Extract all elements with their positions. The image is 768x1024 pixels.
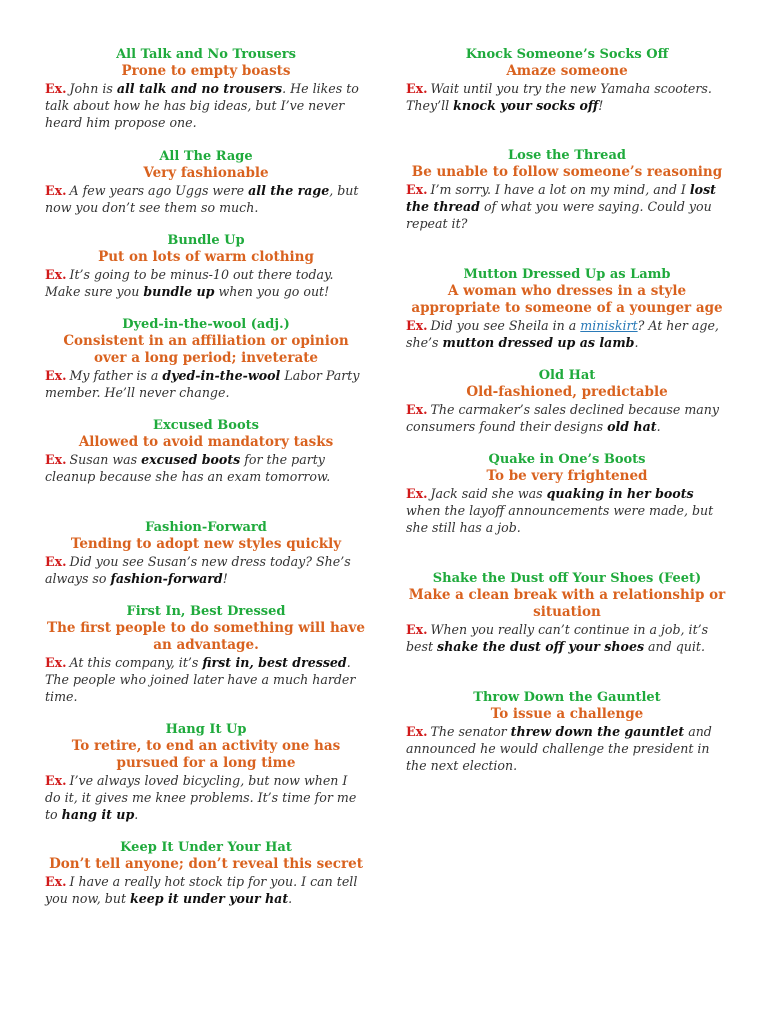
example-text: , but now you don’t see them so much. (45, 183, 359, 215)
idiom-highlight: quaking in her boots (546, 486, 694, 501)
idiom-entry (45, 417, 367, 485)
idiom-entry (406, 367, 728, 435)
example-text: . The people who joined later have a much harder time. (45, 655, 356, 704)
example-text: When you really can’t continue in a job, it’s best (406, 622, 709, 654)
idiom-highlight: keep it under your hat (130, 891, 289, 906)
idiom-example (406, 621, 728, 655)
idiom-term: Quake in One’s Boots (488, 452, 646, 467)
idiom-meaning: Put on lots of warm clothing (98, 249, 314, 265)
idiom-entry (45, 519, 367, 587)
idiom-highlight: fashion-forward (110, 571, 223, 586)
idiom-highlight: all talk and no trousers (116, 81, 283, 96)
idiom-highlight: bundle up (143, 284, 215, 299)
idiom-highlight: hang it up (61, 807, 135, 822)
example-text: ? At her age, she’s (406, 318, 719, 350)
example-text: Did you see Susan’s new dress today? She’s always so (45, 554, 351, 586)
example-text: Jack said she was (430, 486, 547, 501)
idiom-highlight: shake the dust off your shoes (437, 639, 645, 654)
example-text: The senator (430, 724, 511, 739)
example-text: Wait until you try the new Yamaha scooters. They’ll (406, 81, 712, 113)
example-label: Ex. (406, 402, 428, 417)
example-text: . (656, 419, 661, 434)
idiom-highlight: mutton dressed up as lamb (442, 335, 635, 350)
idiom-meaning: The first people to do something will have an advantage. (47, 620, 365, 653)
idiom-meaning: Don’t tell anyone; don’t reveal this secret (49, 856, 363, 872)
example-text: when the layoff announcements were made, but she still has a job. (406, 503, 714, 535)
idiom-meaning: Consistent in an affiliation or opinion over a long period; inveterate (63, 333, 349, 366)
idiom-term: Mutton Dressed Up as Lamb (463, 267, 671, 282)
idiom-term: Keep It Under Your Hat (120, 840, 292, 855)
example-label: Ex. (45, 655, 67, 670)
idiom-meaning: Very fashionable (143, 165, 269, 181)
idiom-term: Bundle Up (167, 233, 245, 248)
idiom-example (45, 654, 367, 705)
idiom-example (45, 182, 367, 216)
example-text: I’ve always loved bicycling, but now when I do it, it gives me knee problems. It’s time for me to (45, 773, 357, 822)
example-text: of what you were saying. Could you repeat it? (406, 199, 712, 231)
idiom-term: All Talk and No Trousers (116, 47, 296, 62)
example-label: Ex. (406, 318, 428, 333)
idiom-term: Shake the Dust off Your Shoes (Feet) (432, 571, 702, 586)
example-text: . (634, 335, 639, 350)
idiom-entry (45, 839, 367, 907)
example-label: Ex. (406, 81, 428, 96)
example-text: . (134, 807, 139, 822)
idiom-term: Fashion-Forward (145, 520, 267, 535)
idiom-highlight: old hat (607, 419, 657, 434)
example-label: Ex. (45, 81, 67, 96)
idiom-meaning: To issue a challenge (490, 706, 644, 722)
idiom-entry (45, 316, 367, 401)
example-text: I have a really hot stock tip for you. I can tell you now, but (45, 874, 358, 906)
example-label: Ex. (406, 182, 428, 197)
idiom-example (45, 451, 367, 485)
idiom-term: Old Hat (538, 368, 596, 383)
idiom-example (406, 181, 728, 232)
example-text: and quit. (644, 639, 705, 654)
idiom-meaning: Old-fashioned, predictable (466, 384, 668, 400)
example-label: Ex. (45, 267, 67, 282)
idiom-meaning: Amaze someone (506, 63, 628, 79)
example-text: Susan was (69, 452, 142, 467)
example-label: Ex. (45, 183, 67, 198)
idiom-term: All The Rage (159, 149, 253, 164)
idiom-example (406, 485, 728, 536)
idiom-entry (406, 570, 728, 655)
example-text: A few years ago Uggs were (69, 183, 249, 198)
example-label: Ex. (406, 486, 428, 501)
idiom-highlight: all the rage (248, 183, 330, 198)
idiom-highlight: excused boots (141, 452, 241, 467)
idiom-example (45, 553, 367, 587)
idiom-term: Knock Someone’s Socks Off (465, 47, 669, 62)
idiom-entry (45, 46, 367, 131)
example-text: Did you see Sheila in a (430, 318, 581, 333)
idiom-entry (45, 603, 367, 705)
example-text: My father is a (69, 368, 163, 383)
idiom-meaning: Prone to empty boasts (121, 63, 291, 79)
idiom-example (45, 772, 367, 823)
example-text: The carmaker’s sales declined because many consumers found their designs (406, 402, 720, 434)
example-label: Ex. (45, 874, 67, 889)
idiom-term: Lose the Thread (508, 148, 626, 163)
example-label: Ex. (45, 368, 67, 383)
example-text: ! (598, 98, 604, 113)
example-text: and announced he would challenge the president in the next election. (406, 724, 712, 773)
idiom-example (406, 723, 728, 774)
idiom-highlight: first in, best dressed (202, 655, 347, 670)
idiom-example (45, 80, 367, 131)
idiom-term: Hang It Up (165, 722, 247, 737)
idiom-term: Dyed-in-the-wool (adj.) (122, 317, 290, 332)
example-label: Ex. (406, 622, 428, 637)
idiom-term: First In, Best Dressed (126, 604, 286, 619)
idiom-example (406, 80, 728, 114)
idiom-entry (406, 266, 728, 351)
left-column (45, 46, 367, 907)
example-text: . (288, 891, 293, 906)
idiom-example (406, 401, 728, 435)
example-text: for the party cleanup because she has an exam tomorrow. (45, 452, 331, 484)
example-text: . He likes to talk about how he has big ideas, but I’ve never heard him propose one. (45, 81, 359, 130)
idiom-entry (406, 451, 728, 536)
idiom-meaning: To retire, to end an activity one has pursued for a long time (71, 738, 341, 771)
idiom-entry (406, 147, 728, 232)
example-label: Ex. (45, 452, 67, 467)
example-text: John is (69, 81, 117, 96)
idiom-example (406, 317, 728, 351)
idiom-meaning: Make a clean break with a relationship or situation (408, 587, 726, 620)
example-text: ! (222, 571, 228, 586)
example-text: Labor Party member. He’ll never change. (45, 368, 360, 400)
idiom-highlight: knock your socks off (453, 98, 599, 113)
example-text: I’m sorry. I have a lot on my mind, and I (430, 182, 690, 197)
idiom-entry (45, 232, 367, 300)
idiom-meaning: Allowed to avoid mandatory tasks (78, 434, 334, 450)
example-link[interactable]: miniskirt (580, 318, 638, 333)
example-label: Ex. (45, 773, 67, 788)
idiom-meaning: To be very frightened (486, 468, 648, 484)
example-text: It’s going to be minus-10 out there today. Make sure you (45, 267, 334, 299)
idiom-term: Excused Boots (153, 418, 259, 433)
idiom-meaning: A woman who dresses in a style appropriate to someone of a younger age (411, 283, 723, 316)
right-column (406, 46, 728, 774)
example-text: At this company, it’s (69, 655, 203, 670)
example-label: Ex. (406, 724, 428, 739)
example-text: when you go out! (214, 284, 330, 299)
idiom-term: Throw Down the Gauntlet (473, 690, 661, 705)
idiom-entry (406, 46, 728, 114)
idiom-entry (45, 721, 367, 823)
idiom-example (45, 266, 367, 300)
idiom-highlight: dyed-in-the-wool (162, 368, 281, 383)
idiom-example (45, 873, 367, 907)
idiom-example (45, 367, 367, 401)
idiom-meaning: Tending to adopt new styles quickly (70, 536, 342, 552)
idiom-meaning: Be unable to follow someone’s reasoning (411, 164, 723, 180)
idiom-highlight: threw down the gauntlet (510, 724, 685, 739)
idiom-highlight: lost the thread (406, 182, 716, 214)
example-label: Ex. (45, 554, 67, 569)
idiom-entry (45, 148, 367, 216)
idiom-entry (406, 689, 728, 774)
